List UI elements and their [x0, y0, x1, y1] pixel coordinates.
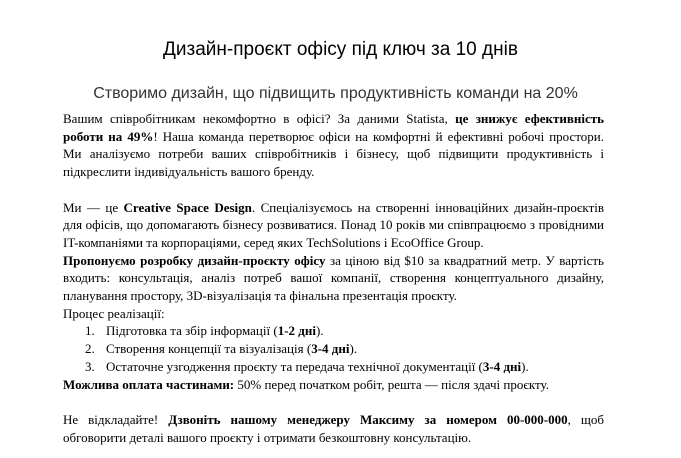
payment-paragraph	[63, 376, 604, 394]
cta-text-1: Не відкладайте!	[63, 411, 169, 427]
offer-highlight: Пропонуємо розробку дизайн-проєкту офісу	[63, 252, 326, 268]
list-item	[63, 322, 604, 340]
process-steps-list	[63, 322, 604, 375]
paragraph-spacer	[63, 393, 604, 411]
document-body	[63, 110, 604, 446]
cta-paragraph	[63, 411, 604, 446]
payment-label: Можлива оплата частинами:	[63, 376, 235, 392]
step-number: 2.	[85, 341, 95, 357]
cta-phone-highlight: Дзвоніть нашому менеджеру Максиму за номером 00-000-000	[168, 411, 568, 427]
offer-paragraph	[63, 252, 604, 305]
page-subtitle: Створимо дизайн, що підвищить продуктивність команди на 20%	[93, 85, 578, 102]
intro-text-2: ! Наша команда перетворює офіси на комфортні й ефективні робочі простори. Ми аналізуємо потреби ваших співробітників і бізнесу, щоб підвищити продуктивність і підкреслити індивідуальність вашого бренду.	[63, 128, 604, 180]
intro-highlight: це знижує ефективність роботи на 49%	[63, 111, 604, 144]
page-title: Дизайн-проєкт офісу під ключ за 10 днів	[163, 39, 518, 60]
payment-text: 50% перед початком робіт, решта — після здачі проєкту.	[234, 376, 549, 392]
step-duration: 1-2 дні	[277, 323, 316, 339]
about-text-2: . Спеціалізуємось на створенні інноваційних дизайн-проєктів для офісів, що допомагають бізнесу розвиватися. Понад 10 років ми співпрацюємо з провідними IT-компаніями та корпораціями, серед яких TechSolutions і EcoOffice Group.	[63, 199, 605, 250]
step-text: Підготовка та збір інформації (	[106, 323, 278, 339]
step-end: ).	[349, 341, 358, 357]
step-text: Створення концепції та візуалізація (	[106, 341, 312, 357]
offer-text: за ціною від $10 за квадратний метр. У вартість входить: консультація, аналіз потреб вашої компанії, створення концептуального дизайну, планування простору, 3D-візуалізація та фінальна презентація проєкту.	[63, 252, 604, 304]
step-text: Остаточне узгодження проєкту та передача технічної документації (	[106, 358, 483, 374]
intro-paragraph	[63, 110, 604, 181]
intro-text-1: Вашим співробітникам некомфортно в офісі? За даними Statista,	[63, 111, 456, 126]
step-end: ).	[521, 358, 529, 374]
step-duration: 3-4 дні	[311, 341, 350, 357]
step-number: 1.	[85, 323, 95, 339]
list-item	[63, 340, 604, 358]
step-end: ).	[315, 323, 324, 339]
step-number: 3.	[85, 358, 95, 374]
step-duration: 3-4 дні	[482, 358, 522, 374]
about-paragraph	[63, 199, 604, 252]
about-text-1: Ми — це	[63, 199, 124, 215]
list-item	[63, 358, 604, 376]
paragraph-spacer	[63, 181, 604, 199]
company-name: Creative Space Design	[123, 199, 252, 215]
process-heading: Процес реалізації:	[63, 305, 165, 321]
cta-text-2: , щоб обговорити деталі вашого проєкту і отримати безкоштовну консультацію.	[63, 411, 605, 445]
